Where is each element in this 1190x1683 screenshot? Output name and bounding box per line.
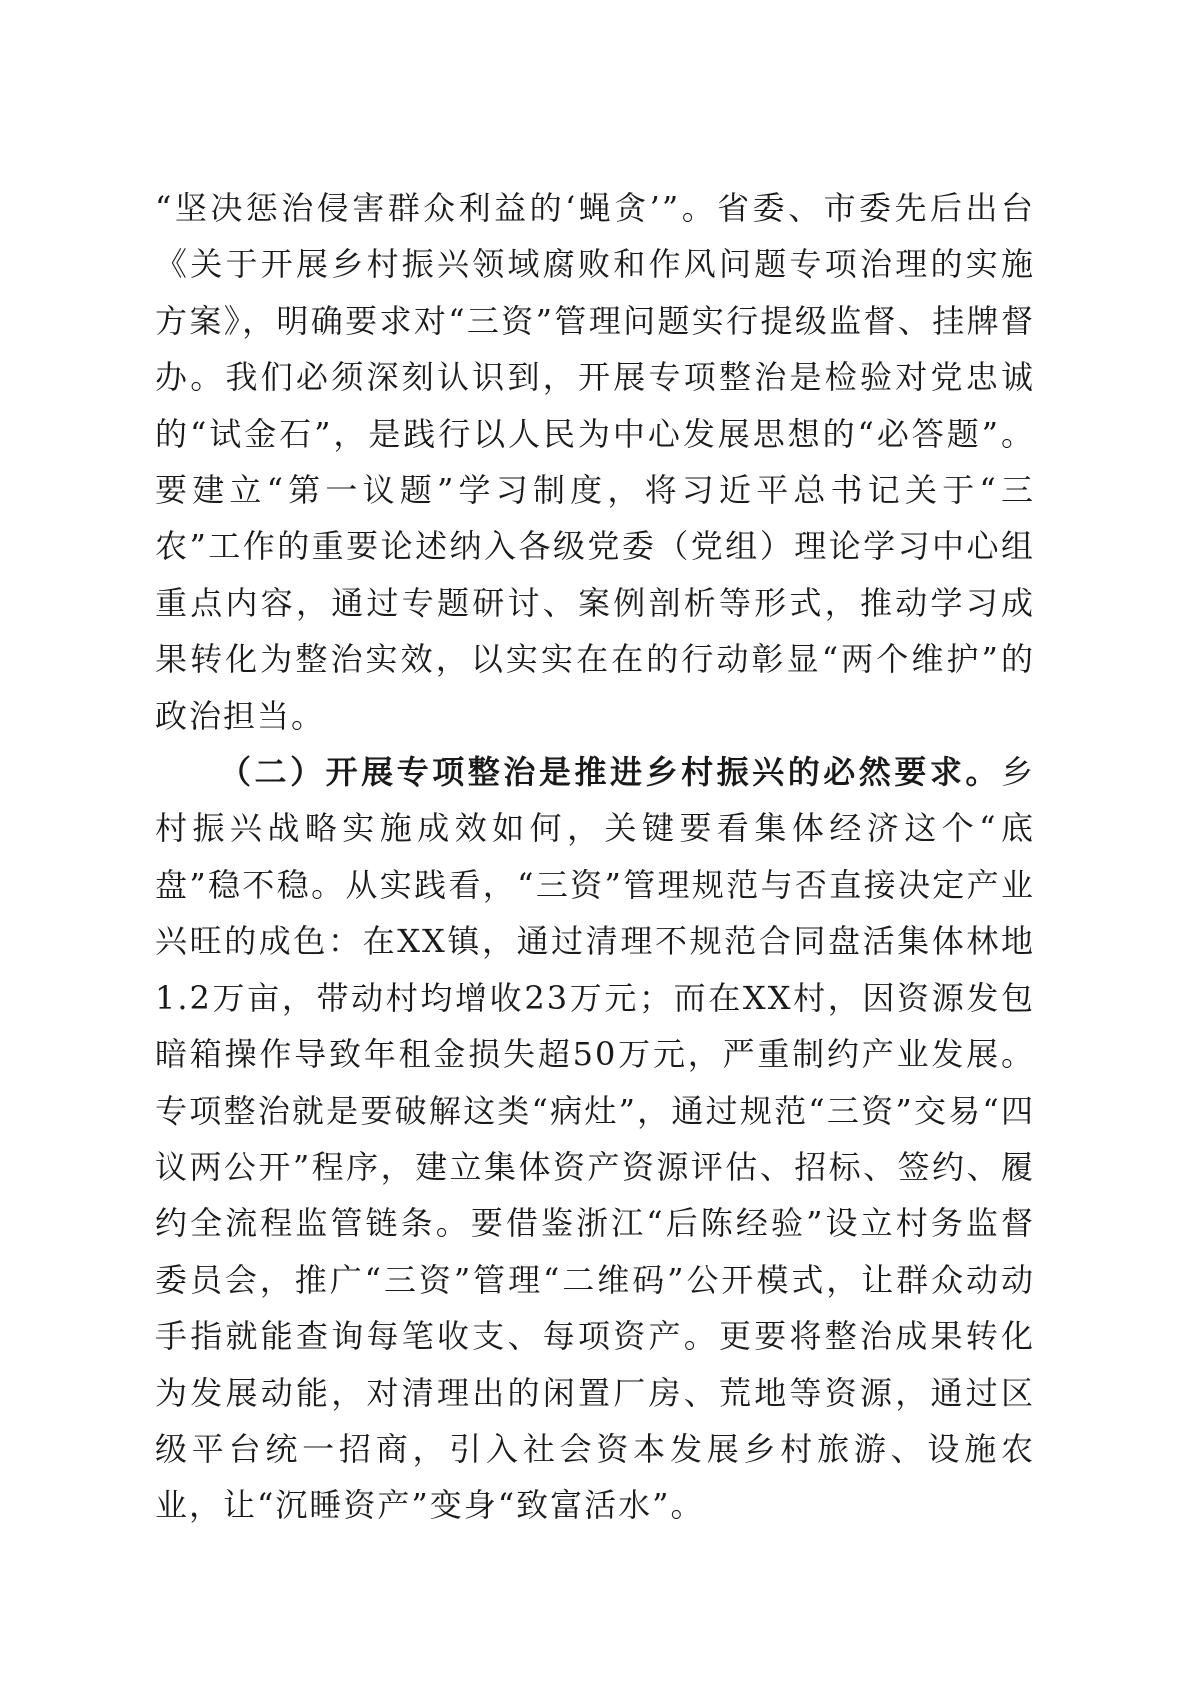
- paragraph-1: [155, 180, 1035, 744]
- paragraph-1-text: “坚决惩治侵害群众利益的‘蝇贪’”。省委、市委先后出台《关于开展乡村振兴领域腐败和作风问题专项治理的实施方案》，明确要求对“三资”管理问题实行提级监督、挂牌督办。我们必须深刻认识到，开展专项整治是检验对党忠诚的“试金石”，是践行以人民为中心发展思想的“必答题”。要建立“第一议题”学习制度，将习近平总书记关于“三农”工作的重要论述纳入各级党委（党组）理论学习中心组重点内容，通过专题研讨、案例剖析等形式，推动学习成果转化为整治实效，以实实在在的行动彰显“两个维护”的政治担当。: [155, 189, 1035, 735]
- document-body: [155, 180, 1035, 1534]
- paragraph-2: [155, 744, 1035, 1534]
- section-heading-2: （二）开展专项整治是推进乡村振兴的必然要求。: [219, 753, 1001, 792]
- paragraph-2-text: 乡村振兴战略实施成效如何，关键要看集体经济这个“底盘”稳不稳。从实践看，“三资”管理规范与否直接决定产业兴旺的成色：在XX镇，通过清理不规范合同盘活集体林地1.2万亩，带动村均增收23万元；而在XX村，因资源发包暗箱操作导致年租金损失超50万元，严重制约产业发展。专项整治就是要破解这类“病灶”，通过规范“三资”交易“四议两公开”程序，建立集体资产资源评估、招标、签约、履约全流程监管链条。要借鉴浙江“后陈经验”设立村务监督委员会，推广“三资”管理“二维码”公开模式，让群众动动手指就能查询每笔收支、每项资产。更要将整治成果转化为发展动能，对清理出的闲置厂房、荒地等资源，通过区级平台统一招商，引入社会资本发展乡村旅游、设施农业，让“沉睡资产”变身“致富活水”。: [155, 753, 1035, 1525]
